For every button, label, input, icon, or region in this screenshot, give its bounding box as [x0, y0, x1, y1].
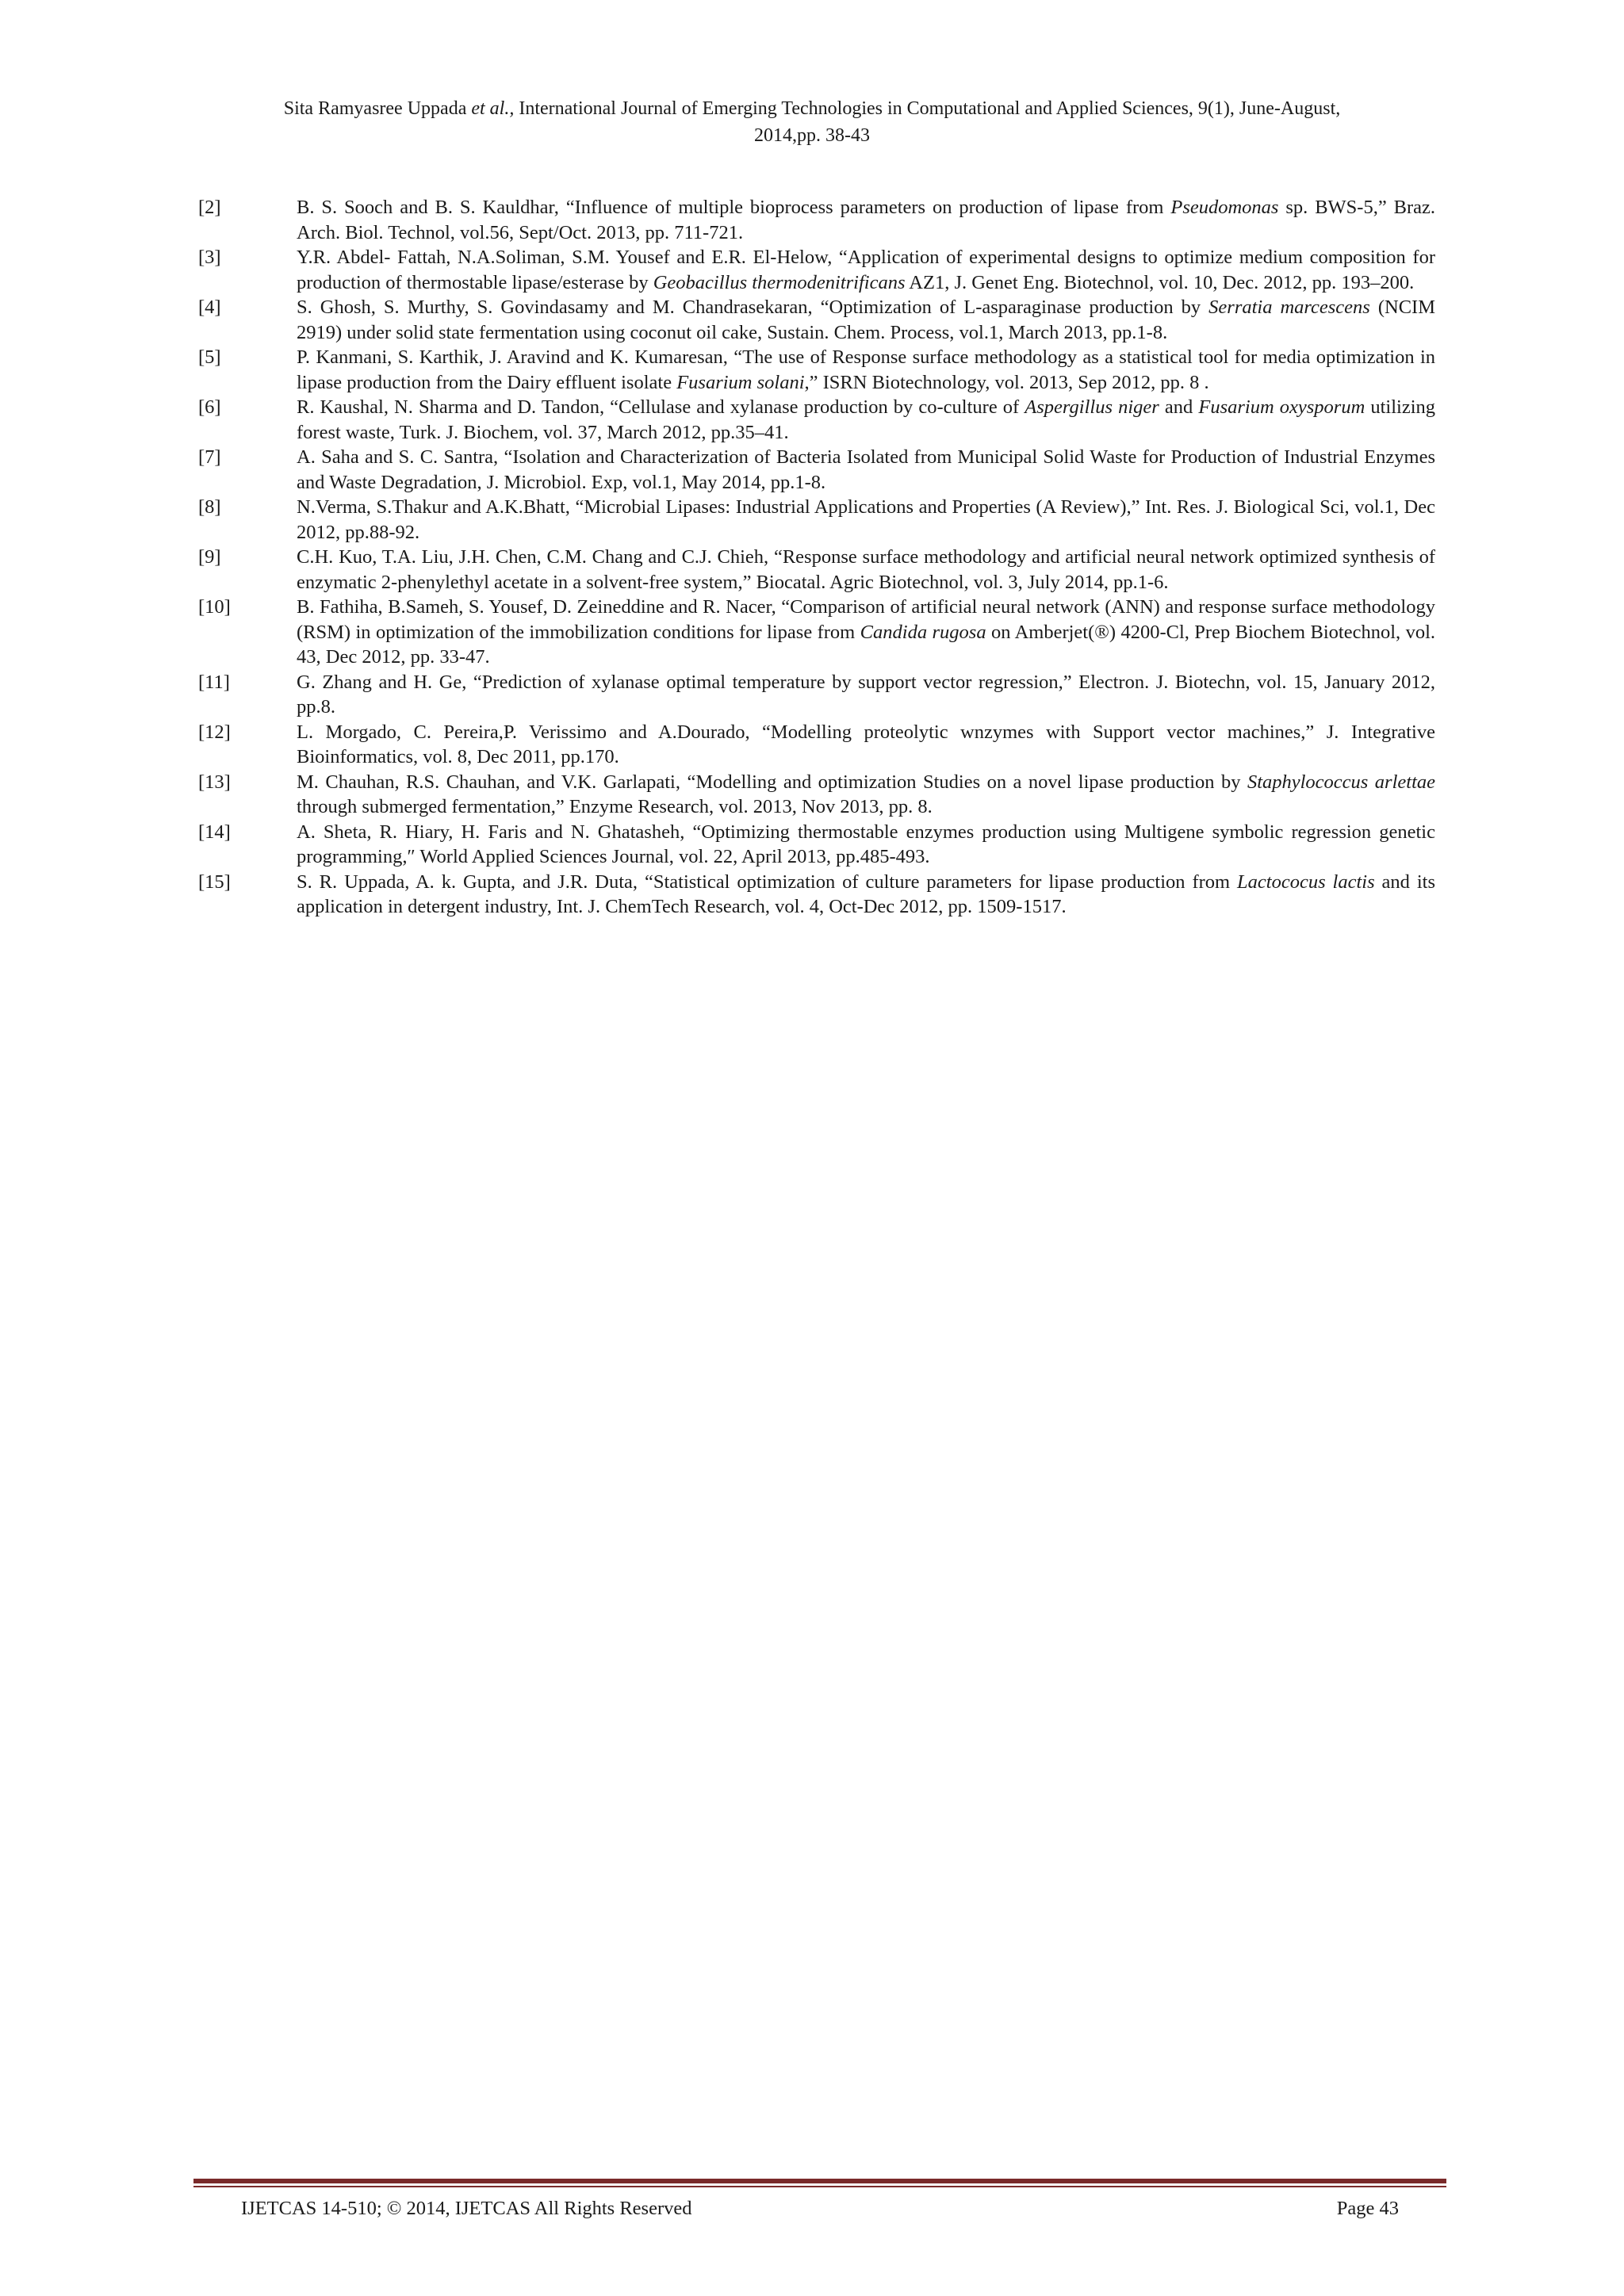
- reference-number: [3]: [198, 247, 221, 268]
- reference-text: L. Morgado, C. Pereira,P. Verissimo and A.Dourado, “Modelling proteolytic wnzymes with Support vector machines,” J. Integrative Bioinformatics, vol. 8, Dec 2011, pp.170.: [297, 721, 1435, 767]
- page-footer: [241, 2198, 1399, 2220]
- reference-item: [198, 295, 1435, 345]
- reference-text: A. Saha and S. C. Santra, “Isolation and Characterization of Bacteria Isolated from Municipal Solid Waste for Production of Industrial Enzymes and Waste Degradation, J. Microbiol. Exp, vol.1, May 2014, pp.1-8.: [297, 446, 1435, 493]
- header-et-al: et al.,: [466, 98, 515, 119]
- page-number: Page 43: [1336, 2198, 1399, 2219]
- reference-number: [5]: [198, 346, 221, 368]
- reference-item: [198, 595, 1435, 670]
- reference-text: B. S. Sooch and B. S. Kauldhar, “Influence of multiple bioprocess parameters on production of lipase from Pseudomonas sp. BWS-5,” Braz. Arch. Biol. Technol, vol.56, Sept/Oct. 2013, pp. 711-721.: [297, 197, 1435, 243]
- reference-text: Y.R. Abdel- Fattah, N.A.Soliman, S.M. Yousef and E.R. El-Helow, “Application of experimental designs to optimize medium composition for production of thermostable lipase/esterase by Geobacillus thermodenitrificans AZ1, J. Genet Eng. Biotechnol, vol. 10, Dec. 2012, pp. 193–200.: [297, 247, 1435, 293]
- reference-text: S. R. Uppada, A. k. Gupta, and J.R. Duta, “Statistical optimization of culture parameters for lipase production from Lactococus lactis and its application in detergent industry, Int. J. ChemTech Research, vol. 4, Oct-Dec 2012, pp. 1509-1517.: [297, 871, 1436, 917]
- reference-list: [198, 195, 1435, 920]
- reference-item: [198, 195, 1435, 245]
- header-line-1: [182, 95, 1442, 122]
- reference-text: C.H. Kuo, T.A. Liu, J.H. Chen, C.M. Chang and C.J. Chieh, “Response surface methodology and artificial neural network optimized synthesis of enzymatic 2-phenylethyl acetate in a solvent-free system,” Biocatal. Agric Biotechnol, vol. 3, July 2014, pp.1-6.: [297, 546, 1435, 593]
- reference-text: N.Verma, S.Thakur and A.K.Bhatt, “Microbial Lipases: Industrial Applications and Properties (A Review),” Int. Res. J. Biological Sci, vol.1, Dec 2012, pp.88-92.: [297, 496, 1435, 543]
- reference-item: [198, 545, 1435, 595]
- reference-number: [12]: [198, 721, 231, 743]
- reference-number: [4]: [198, 297, 221, 318]
- reference-number: [15]: [198, 871, 231, 893]
- running-header: [182, 95, 1442, 149]
- reference-text: R. Kaushal, N. Sharma and D. Tandon, “Cellulase and xylanase production by co-culture of Aspergillus niger and Fusarium oxysporum utilizing forest waste, Turk. J. Biochem, vol. 37, March 2012, pp.35–41.: [297, 396, 1436, 443]
- reference-text: A. Sheta, R. Hiary, H. Faris and N. Ghatasheh, “Optimizing thermostable enzymes production using Multigene symbolic regression genetic programming,″ World Applied Sciences Journal, vol. 22, April 2013, pp.485-493.: [297, 821, 1435, 867]
- reference-item: [198, 770, 1435, 820]
- reference-number: [11]: [198, 671, 230, 693]
- reference-item: [198, 720, 1435, 770]
- reference-item: [198, 245, 1435, 295]
- reference-item: [198, 495, 1435, 545]
- reference-text: G. Zhang and H. Ge, “Prediction of xylanase optimal temperature by support vector regression,” Electron. J. Biotechn, vol. 15, January 2012, pp.8.: [297, 671, 1435, 718]
- reference-number: [8]: [198, 496, 221, 518]
- reference-number: [7]: [198, 446, 221, 468]
- reference-number: [13]: [198, 771, 231, 793]
- header-authors: Sita Ramyasree Uppada: [283, 98, 467, 119]
- footer-rule: [193, 2179, 1446, 2183]
- reference-item: [198, 395, 1435, 445]
- reference-text: B. Fathiha, B.Sameh, S. Yousef, D. Zeineddine and R. Nacer, “Comparison of artificial neural network (ANN) and response surface methodology (RSM) in optimization of the immobilization conditions for lipase from Candida rugosa on Amberjet(®) 4200-Cl, Prep Biochem Biotechnol, vol. 43, Dec 2012, pp. 33-47.: [297, 596, 1436, 668]
- reference-number: [2]: [198, 197, 221, 218]
- header-journal: International Journal of Emerging Technologies in Computational and Applied Sciences, 9(1), June-August,: [514, 98, 1341, 119]
- reference-item: [198, 870, 1435, 920]
- reference-text: P. Kanmani, S. Karthik, J. Aravind and K. Kumaresan, “The use of Response surface methodology as a statistical tool for media optimization in lipase production from the Dairy effluent isolate Fusarium solani,” ISRN Biotechnology, vol. 2013, Sep 2012, pp. 8 .: [297, 346, 1435, 393]
- reference-text: S. Ghosh, S. Murthy, S. Govindasamy and M. Chandrasekaran, “Optimization of L-asparaginase production by Serratia marcescens (NCIM 2919) under solid state fermentation using coconut oil cake, Sustain. Chem. Process, vol.1, March 2013, pp.1-8.: [297, 297, 1435, 343]
- footer-rule-thin: [193, 2186, 1446, 2187]
- reference-number: [14]: [198, 821, 231, 843]
- header-line-2: 2014,pp. 38-43: [754, 125, 870, 146]
- reference-item: [198, 670, 1435, 720]
- footer-copyright: IJETCAS 14-510; © 2014, IJETCAS All Rights Reserved: [241, 2198, 692, 2219]
- reference-item: [198, 820, 1435, 870]
- reference-number: [9]: [198, 546, 221, 568]
- reference-text: M. Chauhan, R.S. Chauhan, and V.K. Garlapati, “Modelling and optimization Studies on a novel lipase production by Staphylococcus arlettae through submerged fermentation,” Enzyme Research, vol. 2013, Nov 2013, pp. 8.: [297, 771, 1435, 817]
- reference-number: [10]: [198, 596, 231, 618]
- reference-number: [6]: [198, 396, 221, 418]
- reference-item: [198, 445, 1435, 495]
- reference-item: [198, 345, 1435, 395]
